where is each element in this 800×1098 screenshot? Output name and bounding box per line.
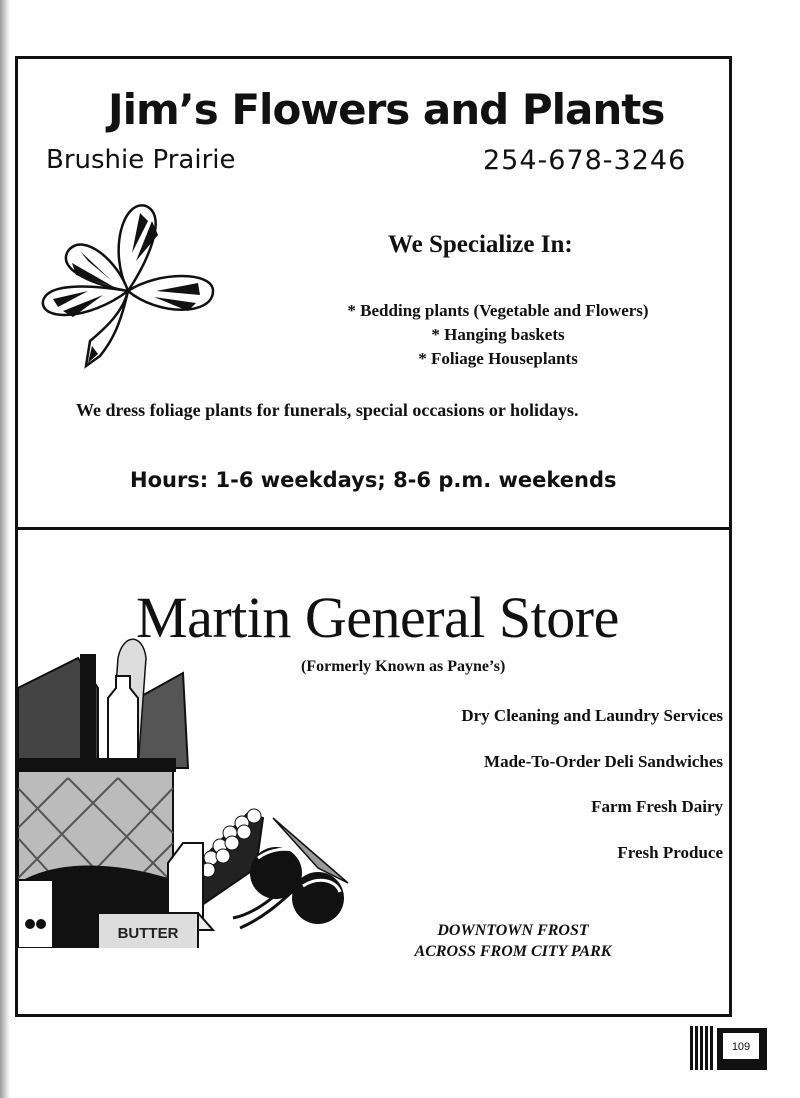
specialize-heading: We Specialize In:	[388, 231, 573, 258]
martin-ad-title: Martin General Store	[136, 585, 619, 650]
four-leaf-clover-icon	[28, 191, 223, 376]
store-address	[393, 920, 633, 962]
service-item: Fresh Produce	[617, 843, 723, 862]
address-line: ACROSS FROM CITY PARK	[414, 943, 612, 960]
page-number: 109	[731, 1041, 751, 1053]
specialty-item: * Bedding plants (Vegetable and Flowers)	[347, 301, 649, 320]
address-line: DOWNTOWN FROST	[437, 922, 589, 939]
butter-label: BUTTER	[117, 925, 179, 942]
jims-flowers-ad	[15, 56, 732, 530]
specialty-item: * Hanging baskets	[431, 325, 565, 344]
business-hours: Hours: 1-6 weekdays; 8-6 p.m. weekends	[130, 468, 617, 492]
specialties-list	[298, 299, 698, 371]
martin-ad-subtitle: (Formerly Known as Payne’s)	[301, 658, 506, 675]
jims-ad-phone: 254-678-3246	[483, 145, 687, 176]
funeral-services-text: We dress foliage plants for funerals, special occasions or holidays.	[76, 400, 579, 420]
jims-ad-location: Brushie Prairie	[46, 145, 236, 175]
jims-ad-title: Jim’s Flowers and Plants	[108, 85, 665, 134]
page-binding-shadow	[0, 0, 10, 1098]
service-item: Made-To-Order Deli Sandwiches	[484, 752, 723, 771]
service-item: Dry Cleaning and Laundry Services	[461, 706, 723, 725]
martin-general-store-ad	[15, 527, 732, 1017]
specialty-item: * Foliage Houseplants	[418, 349, 578, 368]
service-item: Farm Fresh Dairy	[591, 797, 723, 816]
